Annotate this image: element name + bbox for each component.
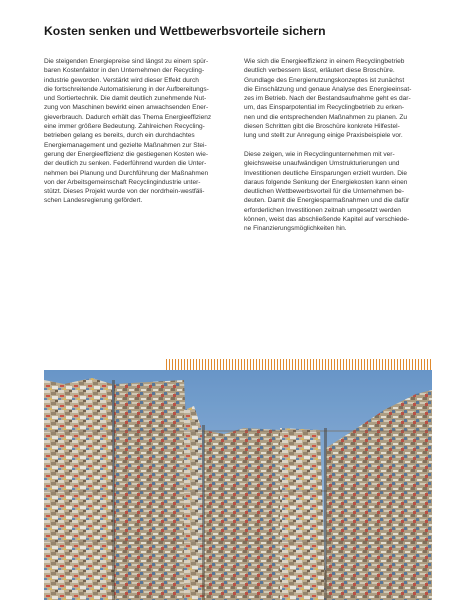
decorative-stripe	[166, 359, 432, 370]
text-line: deutlichen Wettbewerbsvorteil für die Unternehmen be-	[244, 188, 404, 196]
text-line: nehmen bei Planung und Durchführung der Maßnahmen	[44, 169, 209, 177]
text-line: industrie geworden. Verstärkt wird dieser Effekt durch	[44, 76, 199, 84]
text-line: Grundlage des Energienutzungskonzeptes ist zunächst	[244, 76, 405, 84]
text-line: baren Kostenfaktor in den Unternehmen der Recycling-	[44, 67, 205, 75]
text-line: zes im Betrieb. Nach der Bestandsaufnahme geht es dar-	[244, 95, 411, 103]
recycling-bales-photo	[44, 370, 432, 600]
text-line: lung und stellt zur Anregung einige Praxisbeispiele vor.	[244, 132, 403, 140]
text-line: deuten. Damit die Energiesparmaßnahmen und die dafür	[244, 197, 410, 205]
text-line: Wie sich die Energieeffizienz in einem Recyclingbetrieb	[244, 58, 405, 65]
page-title: Kosten senken und Wettbewerbsvorteile sichern	[44, 24, 326, 38]
text-line: können, weist das abschließende Kapitel auf verschiede-	[244, 216, 410, 224]
text-line: gleichsweise unaufwändigen Umstrukturierungen und	[244, 160, 400, 168]
text-line: schen Landesregierung gefördert.	[44, 197, 143, 205]
text-line: ne Finanzierungsmöglichkeiten hin.	[244, 225, 347, 233]
text-line: nen und die entsprechenden Maßnahmen zu planen. Zu	[244, 113, 408, 121]
text-line: Die steigenden Energiepreise sind längst zu einem spür-	[44, 58, 209, 65]
text-line: stützt. Dieses Projekt wurde von der nordrhein-westfäli-	[44, 188, 205, 196]
text-line: von der Arbeitsgemeinschaft Recyclingindustrie unter-	[44, 178, 201, 186]
paragraph	[44, 57, 231, 206]
text-line: der deutlich zu senken. Federführend wurden die Unter-	[44, 160, 207, 168]
text-line: diesen Schritten gibt die Broschüre konkrete Hilfestel-	[244, 123, 400, 131]
text-line: erforderlichen Investitionen zeitnah umgesetzt werden	[244, 206, 401, 214]
text-line: Investitionen deutliche Einsparungen erzielt wurden. Die	[244, 169, 408, 177]
text-line: zung von Maschinen bewirkt einen anwachsenden Ener-	[44, 104, 209, 112]
text-line: betrieben gelang es bereits, durch ein durchdachtes	[44, 132, 195, 140]
text-line: gerung der Energieeffizienz die gestiegenen Kosten wie-	[44, 150, 209, 158]
body-column-left	[44, 57, 231, 215]
text-line: Diese zeigen, wie in Recyclingunternehmen mit ver-	[244, 150, 395, 158]
text-line: die Einschätzung und genaue Analyse des Energieeinsat-	[244, 85, 412, 93]
photo-illustration	[44, 370, 432, 600]
text-line: daraus folgende Senkung der Energiekosten kann einen	[244, 178, 408, 186]
paragraph	[244, 150, 431, 234]
text-line: deutlich verbessern lässt, erläutert diese Broschüre.	[244, 67, 395, 75]
text-line: gieverbrauch. Dadurch erhält das Thema Energieeffizienz	[44, 113, 212, 121]
text-line: eine immer größere Bedeutung. Zahlreichen Recycling-	[44, 123, 205, 131]
text-line: die fortschreitende Automatisierung in der Aufbereitungs-	[44, 85, 209, 93]
paragraph	[244, 57, 431, 141]
text-line: um, das Einsparpotential im Recyclingbetrieb zu erken-	[244, 104, 405, 112]
text-line: und Sortiertechnik. Die damit deutlich zunehmende Nut-	[44, 95, 207, 103]
body-column-right	[244, 57, 431, 243]
text-line: Energiemanagement und gezielte Maßnahmen zur Stei-	[44, 141, 207, 149]
